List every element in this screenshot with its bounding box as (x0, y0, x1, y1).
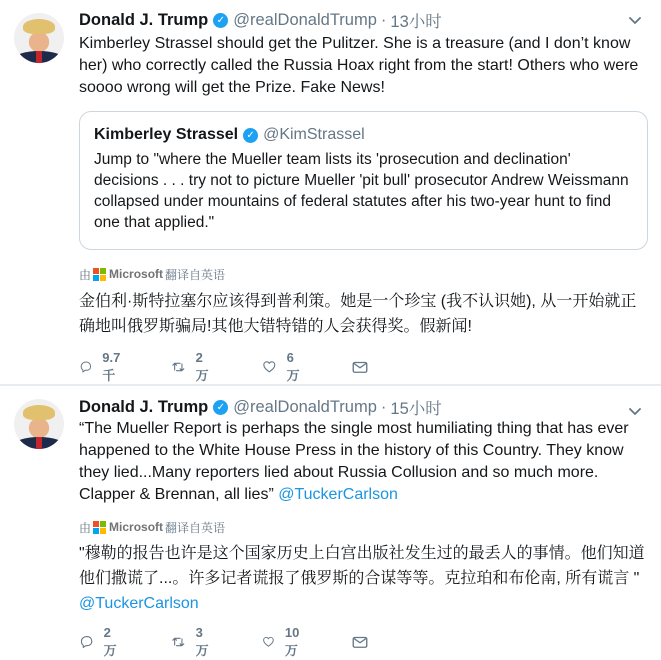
quoted-tweet-header (94, 126, 365, 144)
direct-message-icon (351, 358, 369, 376)
translation-attribution (79, 264, 225, 284)
translated-text-content: "穆勒的报告也许是这个国家历史上白宫出版社发生过的最丢人的事情。他们知道他们撒谎了...。许多记者谎报了俄罗斯的合谋等等。克拉珀和布伦南, 所有谎言 " (79, 545, 645, 587)
author-handle[interactable]: @realDonaldTrump (233, 397, 377, 416)
mention-link[interactable]: @TuckerCarlson (79, 595, 199, 612)
translated-prefix: 由 (79, 267, 92, 282)
quoted-tweet[interactable] (79, 111, 648, 250)
retweet-icon (171, 358, 186, 376)
direct-message-button[interactable] (351, 356, 379, 378)
tweet-text (79, 418, 651, 506)
author-name[interactable]: Donald J. Trump (79, 10, 209, 29)
author-name[interactable]: Donald J. Trump (79, 397, 209, 416)
like-count: 10万 (284, 625, 300, 658)
retweet-count: 3万 (195, 625, 209, 658)
reply-count: 9.7千 (102, 350, 121, 383)
heart-icon (262, 633, 275, 651)
mention-link[interactable]: @TuckerCarlson (278, 486, 398, 503)
author-handle[interactable]: @realDonaldTrump (233, 10, 377, 29)
heart-icon (262, 358, 277, 376)
reply-icon (79, 358, 92, 376)
chevron-down-icon[interactable] (628, 13, 642, 27)
timestamp[interactable]: 13小时 (390, 13, 442, 31)
reply-button[interactable] (79, 350, 125, 383)
translated-text: 金伯利·斯特拉塞尔应该得到普利策。她是一个珍宝 (我不认识她), 从一开始就正确地叫俄罗斯骗局!其他大错特错的人会获得奖。假新闻! (79, 293, 637, 335)
microsoft-logo-icon (93, 268, 106, 281)
direct-message-icon (351, 633, 369, 651)
retweet-icon (171, 633, 186, 651)
translated-suffix: 翻译自英语 (165, 520, 226, 535)
reply-button[interactable] (79, 625, 120, 658)
avatar[interactable] (14, 13, 64, 63)
translated-prefix: 由 (79, 520, 92, 535)
like-count: 6万 (286, 350, 300, 383)
verified-badge-icon: ✓ (213, 13, 228, 28)
translator-brand: Microsoft (109, 520, 164, 534)
quoted-tweet-text: Jump to "where the Mueller team lists its 'prosecution and declination' decisions . . . try not to picture Mueller 'pit bull' prosecutor Andrew Weissmann collapsed under mountains of federal statutes after his two-year hunt to find one that applied." (94, 151, 629, 231)
quoted-author-name: Kimberley Strassel (94, 126, 239, 143)
retweet-button[interactable] (171, 625, 212, 658)
separator-dot: · (380, 10, 387, 29)
verified-badge-icon: ✓ (243, 128, 258, 143)
tweet[interactable] (0, 386, 661, 660)
tweet-text: Kimberley Strassel should get the Pulitzer. She is a treasure (and I don’t know her) who correctly called the Russia Hoax right from the start! Others who were soooo wrong will get the Prize. Fake News! (79, 35, 639, 96)
retweet-button[interactable] (171, 350, 212, 383)
separator-dot: · (380, 397, 387, 416)
reply-count: 2万 (103, 625, 117, 658)
microsoft-logo-icon (93, 521, 106, 534)
translated-suffix: 翻译自英语 (165, 267, 226, 282)
avatar[interactable] (14, 399, 64, 449)
like-button[interactable] (262, 350, 303, 383)
tweet-header (79, 395, 442, 419)
quoted-author-handle: @KimStrassel (263, 126, 365, 143)
tweet-text-content: “The Mueller Report is perhaps the single most humiliating thing that has ever happened to the White House Press in the history of this Country. They know they lied...Many reporters lied about Russia Collusion and so much more. Clapper & Brennan, all lies” (79, 420, 629, 503)
like-button[interactable] (262, 625, 304, 658)
chevron-down-icon[interactable] (628, 404, 642, 418)
timestamp[interactable]: 15小时 (390, 400, 442, 418)
tweet-header (79, 8, 442, 32)
translator-brand: Microsoft (109, 267, 164, 281)
retweet-count: 2万 (195, 350, 209, 383)
reply-icon (79, 633, 94, 651)
translation-attribution (79, 517, 225, 537)
verified-badge-icon: ✓ (213, 400, 228, 415)
translated-text (79, 541, 651, 616)
direct-message-button[interactable] (351, 631, 379, 653)
